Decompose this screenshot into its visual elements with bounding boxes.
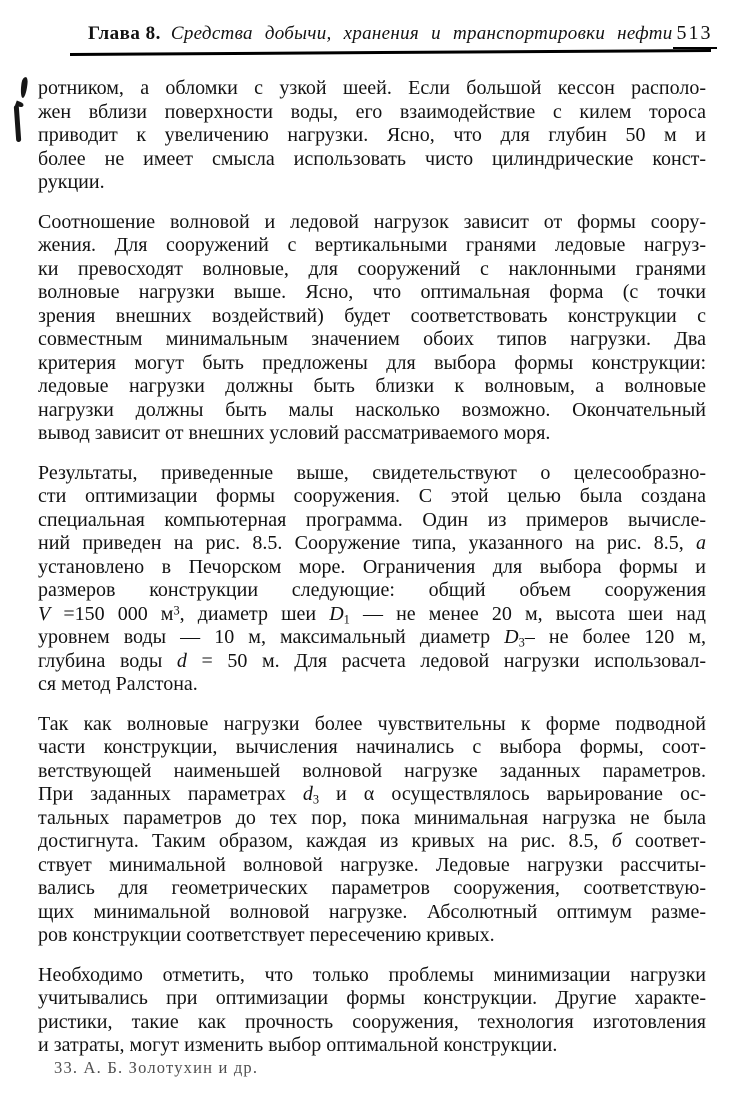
paragraph <box>38 462 706 697</box>
text-line: глубина воды d = 50 м. Для расчета ледовой нагрузки использовал- <box>38 649 706 672</box>
ink-mark <box>20 77 29 99</box>
text-line: уровнем воды — 10 м, максимальный диаметр $D_3-$ не более 120 м, <box>38 626 706 650</box>
text-line: части конструкции, вычисления начинались с выбора формы, соот- <box>38 736 706 758</box>
text-line: ристики, такие как прочность сооружения, технология изготовления <box>38 1010 706 1033</box>
text-line: При заданных параметрах $d_3$ и α осуществлялось варьирование ос- <box>38 783 707 807</box>
text-line: V =150 000 $м^3$, диаметр шеи $D_1$ — не менее 20 м, высота шеи над <box>38 602 706 626</box>
text-line: зрения внешних воздействий) будет соответствовать конструкции с <box>38 304 706 327</box>
text-line: ледовые нагрузки должны быть близки к волновым, а волновые <box>38 375 706 397</box>
text-line: приводит к увеличению нагрузки. Ясно, что для глубин 50 м и <box>38 124 706 146</box>
chapter-title: Средства добычи, хранения и транспортировки нефти <box>170 23 673 44</box>
text-line: специальная компьютерная программа. Один из примеров вычисле- <box>38 508 706 531</box>
text-line: ротником, а обломки с узкой шеей. Если большой кессон располо- <box>38 77 706 99</box>
text-line: жен вблизи поверхности воды, его взаимодействие с килем тороса <box>38 100 706 123</box>
text-line: ров конструкции соответствует пересечению кривых. <box>38 924 495 946</box>
header-rule <box>70 49 711 56</box>
paragraph <box>38 964 706 1058</box>
text-line: щих минимальной волновой нагрузке. Абсолютный оптимум разме- <box>38 900 706 923</box>
text-line: совместным минимальным значением обоих типов нагрузки. Два <box>38 328 706 350</box>
text-line: учитывались при оптимизации формы конструкции. Другие характе- <box>38 987 706 1009</box>
text-line: Необходимо отметить, что только проблемы минимизации нагрузки <box>38 963 706 986</box>
text-line: ствует минимальной волновой нагрузке. Ледовые нагрузки рассчиты- <box>38 853 706 876</box>
text-line: размеров конструкции следующие: общий объем сооружения <box>38 579 706 601</box>
text-line: нагрузки должны быть малы насколько возможно. Окончательный <box>38 398 706 421</box>
text-line: Соотношение волновой и ледовой нагрузок зависит от формы соору- <box>38 210 706 233</box>
running-header <box>0 0 741 49</box>
text-line: рукции. <box>38 171 105 193</box>
paragraph <box>38 713 706 948</box>
text-line: ся метод Ралстона. <box>38 673 198 695</box>
ink-mark <box>14 105 22 142</box>
text-line: и затраты, могут изменить выбор оптимальной конструкции. <box>38 1034 558 1056</box>
text-line: сти оптимизации формы сооружения. С этой целью была создана <box>38 485 706 507</box>
text-line: Так как волновые нагрузки более чувствительны к форме подводной <box>38 712 706 735</box>
text-line: жения. Для сооружений с вертикальными гранями ледовые нагруз- <box>38 234 706 256</box>
text-line: тальных параметров до тех пор, пока минимальная нагрузка не была <box>38 806 706 829</box>
page-body <box>38 77 706 1058</box>
page-number: 513 <box>673 22 717 49</box>
text-line: ний приведен на рис. 8.5. Сооружение типа, указанного на рис. 8.5, а <box>38 532 706 554</box>
text-line: Результаты, приведенные выше, свидетельствуют о целесообразно- <box>38 461 706 484</box>
paragraph <box>38 211 706 446</box>
text-line: ки превосходят волновые, для сооружений с наклонными гранями <box>38 257 706 280</box>
text-line: вывод зависит от внешних условий рассматриваемого моря. <box>38 422 551 444</box>
text-line: достигнута. Таким образом, каждая из кривых на рис. 8.5, б соответ- <box>38 830 706 852</box>
text-line: ветствующей наименьшей волновой нагрузке заданных параметров. <box>38 759 706 782</box>
chapter-label: Глава 8. <box>88 23 161 44</box>
text-line: более не имеет смысла использовать чисто цилиндрические конст- <box>38 147 706 170</box>
paragraph <box>38 77 706 195</box>
text-line: критерия могут быть предложены для выбора формы конструкции: <box>38 351 706 374</box>
printers-signature: 33. А. Б. Золотухин и др. <box>54 1058 259 1077</box>
text-line: вались для геометрических параметров сооружения, соответствую- <box>38 877 706 899</box>
text-line: установлено в Печорском море. Ограничения для выбора формы и <box>38 555 706 578</box>
text-line: волновые нагрузки выше. Ясно, что оптимальная форма (с точки <box>38 281 706 303</box>
